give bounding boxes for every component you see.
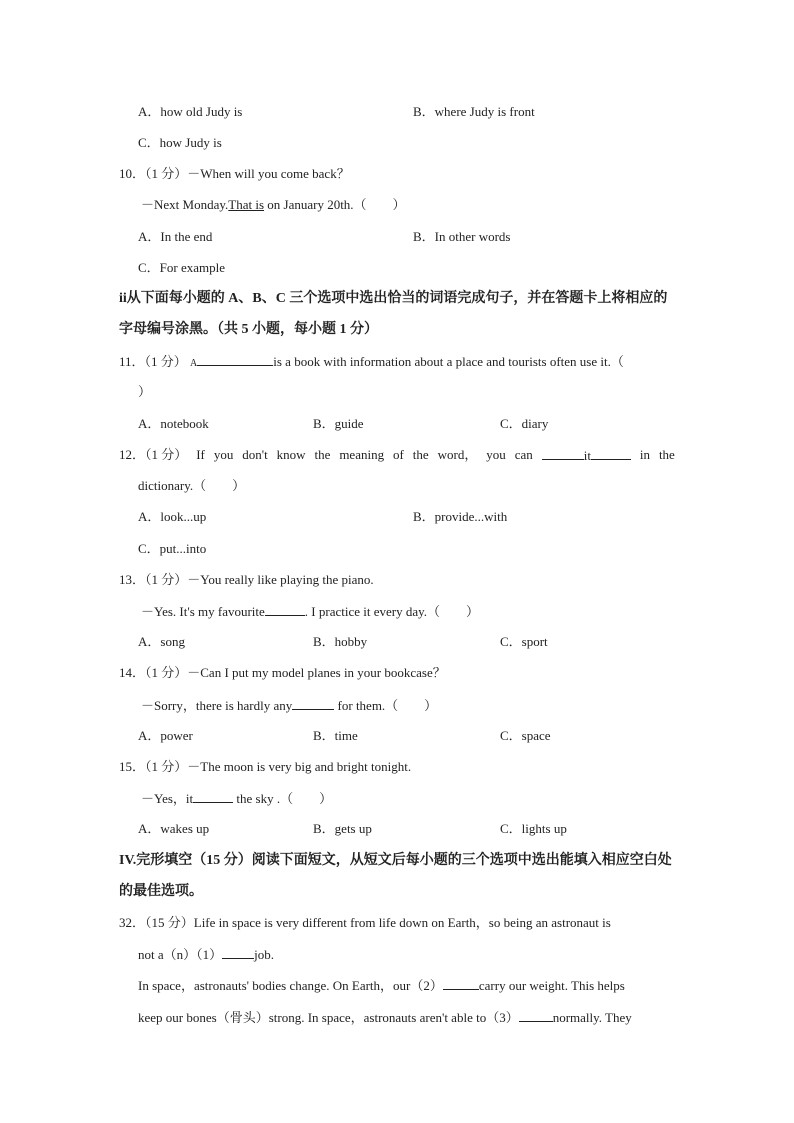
- q32-line4-post: normally. They: [552, 1010, 632, 1025]
- q10-answer-underlined: That is: [228, 197, 265, 212]
- q12-option-b: B．provide...with: [413, 509, 508, 524]
- q12-blank-1: [542, 447, 584, 460]
- q15-answer: [141, 790, 332, 807]
- q12-word: of: [393, 447, 404, 462]
- q32-blank-1: [222, 946, 254, 959]
- q12-word: can: [514, 447, 533, 462]
- q14-answer: [141, 697, 437, 714]
- q32-line2: [138, 946, 274, 963]
- q12-word: meaning: [339, 447, 385, 462]
- section-ii-instruction-line1: ii从下面每小题的 A、B、C 三个选项中选出恰当的词语完成句子，并在答题卡上将相应的: [119, 291, 668, 306]
- q11-stem-pre: 11．（1 分）: [119, 354, 187, 369]
- q12-word: you: [213, 447, 234, 462]
- q15-stem: 15．（1 分）－The moon is very big and bright tonight.: [119, 759, 412, 774]
- q10-option-b: B．In other words: [413, 229, 511, 244]
- q11-option-c: C．diary: [500, 416, 549, 431]
- q11-stem-post: is a book with information about a place and tourists often use it.（: [273, 354, 624, 369]
- q12-option-c: C．put...into: [138, 541, 207, 556]
- q10-option-c: C．For example: [138, 260, 226, 275]
- q13-blank: [265, 603, 305, 616]
- q12-blank-2: [591, 447, 631, 460]
- q32-blank-2: [443, 977, 479, 990]
- q14-answer-post: for them.（ ）: [334, 698, 438, 713]
- q13-answer: [141, 603, 479, 620]
- q13-answer-post: . I practice it every day.（ ）: [304, 604, 480, 619]
- q14-answer-pre: －Sorry，there is hardly any: [141, 698, 293, 713]
- q11-option-b: B．guide: [313, 416, 364, 431]
- q14-option-a: A．power: [138, 728, 193, 743]
- section-iv-instruction-line2: 的最佳选项。: [119, 884, 203, 899]
- q32-line1: 32．（15 分）Life in space is very different from life down on Earth，so being an astronaut is: [119, 915, 611, 930]
- q14-blank: [292, 697, 334, 710]
- q12-stem: [119, 447, 675, 464]
- q32-line3: [138, 977, 625, 994]
- q10-answer: [141, 197, 406, 213]
- q10-answer-post: on January 20th.（ ）: [264, 197, 406, 212]
- q12-word: in: [639, 447, 650, 462]
- q12-word: word，: [437, 447, 478, 462]
- q15-answer-pre: －Yes，it: [141, 791, 194, 806]
- q11-letter: A: [190, 358, 198, 369]
- q12-blank-group: [542, 447, 631, 464]
- q13-answer-pre: －Yes. It's my favourite: [141, 604, 265, 619]
- q12-word: the: [314, 447, 331, 462]
- q11-close-paren: ）: [138, 384, 152, 399]
- q12-word: don't: [242, 447, 268, 462]
- q12-word: the: [412, 447, 429, 462]
- q32-line2-pre: not a（n）（1）: [138, 947, 223, 962]
- q12-word: If: [196, 447, 205, 462]
- q9-option-b: B．where Judy is front: [413, 104, 535, 119]
- q32-line4: [138, 1009, 632, 1026]
- q13-stem: 13．（1 分）－You really like playing the piano.: [119, 572, 374, 587]
- q12-word: it: [583, 448, 591, 463]
- q14-option-b: B．time: [313, 728, 358, 743]
- q32-blank-3: [519, 1009, 553, 1022]
- q14-option-c: C．space: [500, 728, 551, 743]
- q12-word: know: [276, 447, 306, 462]
- q32-line3-post: carry our weight. This helps: [478, 978, 625, 993]
- q9-option-c: C．how Judy is: [138, 135, 222, 150]
- q10-answer-pre: －Next Monday.: [141, 197, 229, 212]
- q12-word: 12．（1 分）: [119, 447, 188, 462]
- q11-stem: [119, 353, 624, 372]
- q10-stem: 10．（1 分）－When will you come back？: [119, 166, 350, 181]
- q12-option-a: A．look...up: [138, 509, 207, 524]
- q32-line4-pre: keep our bones（骨头）strong. In space，astronauts aren't able to（3）: [138, 1010, 519, 1025]
- q32-line3-pre: In space，astronauts' bodies change. On Earth，our（2）: [138, 978, 443, 993]
- q12-word: the: [658, 447, 675, 462]
- q15-option-c: C．lights up: [500, 821, 567, 836]
- q11-option-a: A．notebook: [138, 416, 209, 431]
- q15-option-a: A．wakes up: [138, 821, 210, 836]
- section-ii-instruction-line2: 字母编号涂黑。（共 5 小题，每小题 1 分）: [119, 322, 378, 337]
- q13-option-b: B．hobby: [313, 634, 368, 649]
- q13-option-a: A．song: [138, 634, 185, 649]
- q15-answer-post: the sky .（ ）: [233, 791, 333, 806]
- q32-line2-post: job.: [254, 947, 275, 962]
- section-iv-instruction-line1: IV.完形填空（15 分）阅读下面短文，从短文后每小题的三个选项中选出能填入相应空白处: [119, 853, 672, 868]
- q13-option-c: C．sport: [500, 634, 548, 649]
- q9-option-a: A．how old Judy is: [138, 104, 243, 119]
- q11-blank: [197, 353, 273, 366]
- q12-word: you: [486, 447, 506, 462]
- q10-option-a: A．In the end: [138, 229, 213, 244]
- q12-line2: dictionary.（ ）: [138, 478, 246, 493]
- q15-blank: [193, 790, 233, 803]
- q14-stem: 14．（1 分）－Can I put my model planes in your bookcase？: [119, 665, 446, 680]
- q15-option-b: B．gets up: [313, 821, 372, 836]
